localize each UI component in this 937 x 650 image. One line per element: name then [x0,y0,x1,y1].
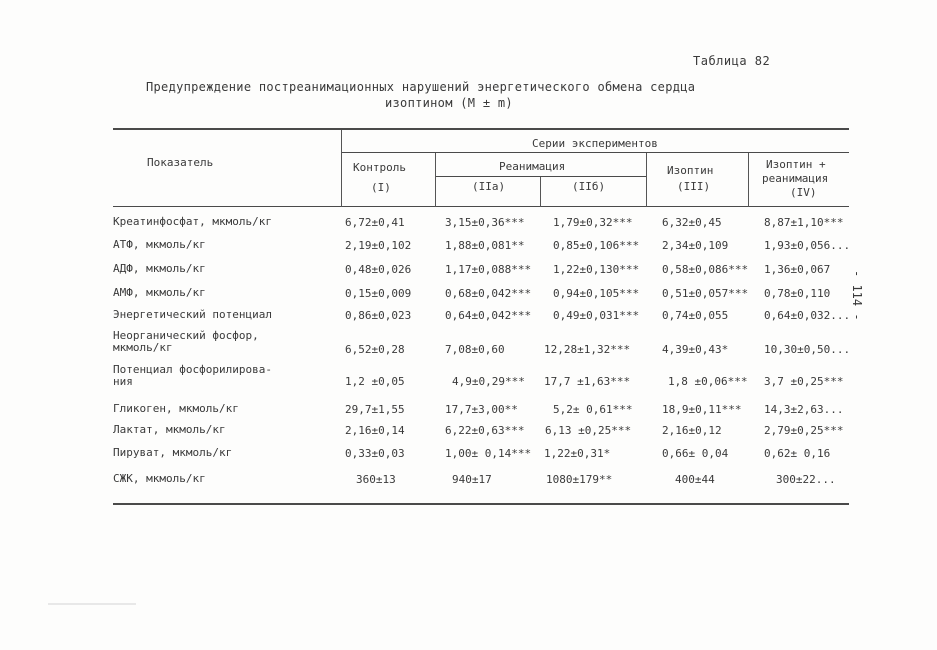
value-resus-a: 1,88±0,081** [445,239,525,252]
series-underline [342,152,849,153]
value-resus-a: 4,9±0,29*** [452,375,525,388]
header-bottom-rule [113,206,849,207]
value-resus-a: 17,7±3,00** [445,403,518,416]
header-series: Серии экспериментов [532,137,658,150]
value-isoptin: 4,39±0,43* [662,343,729,356]
value-control: 1,2 ±0,05 [345,375,405,388]
value-resus-b: 0,94±0,105*** [553,287,640,300]
value-resus-b: 1,79±0,32*** [553,216,633,229]
table-number: Таблица 82 [693,54,771,68]
value-isoptin-resus: 10,30±0,50... [764,343,851,356]
value-resus-b: 12,28±1,32*** [544,343,631,356]
value-isoptin-resus: 300±22... [776,473,836,486]
row-label: СЖК, мкмоль/кг [113,472,206,485]
value-control: 360±13 [356,473,396,486]
header-control: Контроль [353,161,406,174]
row-label: Пируват, мкмоль/кг [113,446,233,459]
value-isoptin: 400±44 [675,473,715,486]
page-number: - 114 - [850,270,864,321]
value-control: 0,86±0,023 [345,309,412,322]
value-resus-a: 0,68±0,042*** [445,287,532,300]
value-control: 2,16±0,14 [345,424,405,437]
value-isoptin: 2,16±0,12 [662,424,722,437]
value-resus-b: 6,13 ±0,25*** [545,424,632,437]
value-control: 2,19±0,102 [345,239,412,252]
row-label: Потенциал фосфорилирова- [113,363,272,376]
value-control: 29,7±1,55 [345,403,405,416]
value-isoptin-resus: 1,36±0,067 [764,263,831,276]
value-resus-a: 7,08±0,60 [445,343,505,356]
header-divider [646,153,647,207]
value-isoptin-resus: 0,64±0,032... [764,309,851,322]
row-label-continuation: ния [113,375,133,388]
value-control: 6,72±0,41 [345,216,405,229]
header-indicator: Показатель [147,156,214,169]
value-resus-b: 0,85±0,106*** [553,239,640,252]
value-control: 0,15±0,009 [345,287,412,300]
row-label: АМФ, мкмоль/кг [113,286,206,299]
scan-smudge [48,603,136,605]
header-isoptin-resus-2: реанимация [762,172,829,185]
value-resus-a: 3,15±0,36*** [445,216,525,229]
header-isoptin-resus: Изоптин + [766,158,826,171]
resuscitation-underline [436,176,646,177]
bottom-rule [113,503,849,505]
value-resus-b: 1,22±0,31* [544,447,611,460]
value-resus-a: 940±17 [452,473,492,486]
value-isoptin-resus: 14,3±2,63... [764,403,844,416]
table-title-line-2: изоптином (M ± m) [385,96,513,110]
value-resus-a: 1,17±0,088*** [445,263,532,276]
header-resuscitation-b: (IIб) [572,180,606,193]
top-rule [113,128,849,130]
row-label-continuation: мкмоль/кг [113,341,173,354]
value-isoptin-resus: 0,62± 0,16 [764,447,831,460]
row-label: Энергетический потенциал [113,308,272,321]
row-label: Гликоген, мкмоль/кг [113,402,239,415]
header-divider [341,130,342,207]
value-isoptin-resus: 0,78±0,110 [764,287,831,300]
header-divider [435,153,436,207]
row-label: Неорганический фосфор, [113,329,259,342]
value-resus-b: 0,49±0,031*** [553,309,640,322]
value-isoptin: 0,51±0,057*** [662,287,749,300]
value-resus-a: 0,64±0,042*** [445,309,532,322]
value-control: 0,33±0,03 [345,447,405,460]
value-isoptin-resus: 2,79±0,25*** [764,424,844,437]
row-label: АДФ, мкмоль/кг [113,262,206,275]
value-control: 0,48±0,026 [345,263,412,276]
row-label: Креатинфосфат, мкмоль/кг [113,215,272,228]
header-isoptin: Изоптин [667,164,714,177]
value-isoptin: 1,8 ±0,06*** [668,375,748,388]
value-isoptin: 18,9±0,11*** [662,403,742,416]
header-isoptin-num: (III) [677,180,711,193]
value-isoptin: 0,58±0,086*** [662,263,749,276]
header-isoptin-resus-num: (IV) [790,186,817,199]
value-isoptin-resus: 1,93±0,056... [764,239,851,252]
value-resus-b: 1,22±0,130*** [553,263,640,276]
value-resus-b: 5,2± 0,61*** [553,403,633,416]
value-isoptin: 0,66± 0,04 [662,447,729,460]
value-isoptin: 2,34±0,109 [662,239,729,252]
value-isoptin: 6,32±0,45 [662,216,722,229]
value-isoptin-resus: 8,87±1,10*** [764,216,844,229]
value-resus-a: 6,22±0,63*** [445,424,525,437]
row-label: Лактат, мкмоль/кг [113,423,226,436]
header-resuscitation-a: (IIа) [472,180,506,193]
value-resus-b: 17,7 ±1,63*** [544,375,631,388]
value-resus-b: 1080±179** [546,473,613,486]
value-isoptin: 0,74±0,055 [662,309,729,322]
header-divider [748,153,749,207]
value-resus-a: 1,00± 0,14*** [445,447,532,460]
header-divider [540,177,541,207]
value-control: 6,52±0,28 [345,343,405,356]
header-control-num: (I) [371,181,391,194]
value-isoptin-resus: 3,7 ±0,25*** [764,375,844,388]
row-label: АТФ, мкмоль/кг [113,238,206,251]
header-resuscitation: Реанимация [499,160,566,173]
table-title-line-1: Предупреждение постреанимационных нарушений энергетического обмена сердца [146,80,696,94]
